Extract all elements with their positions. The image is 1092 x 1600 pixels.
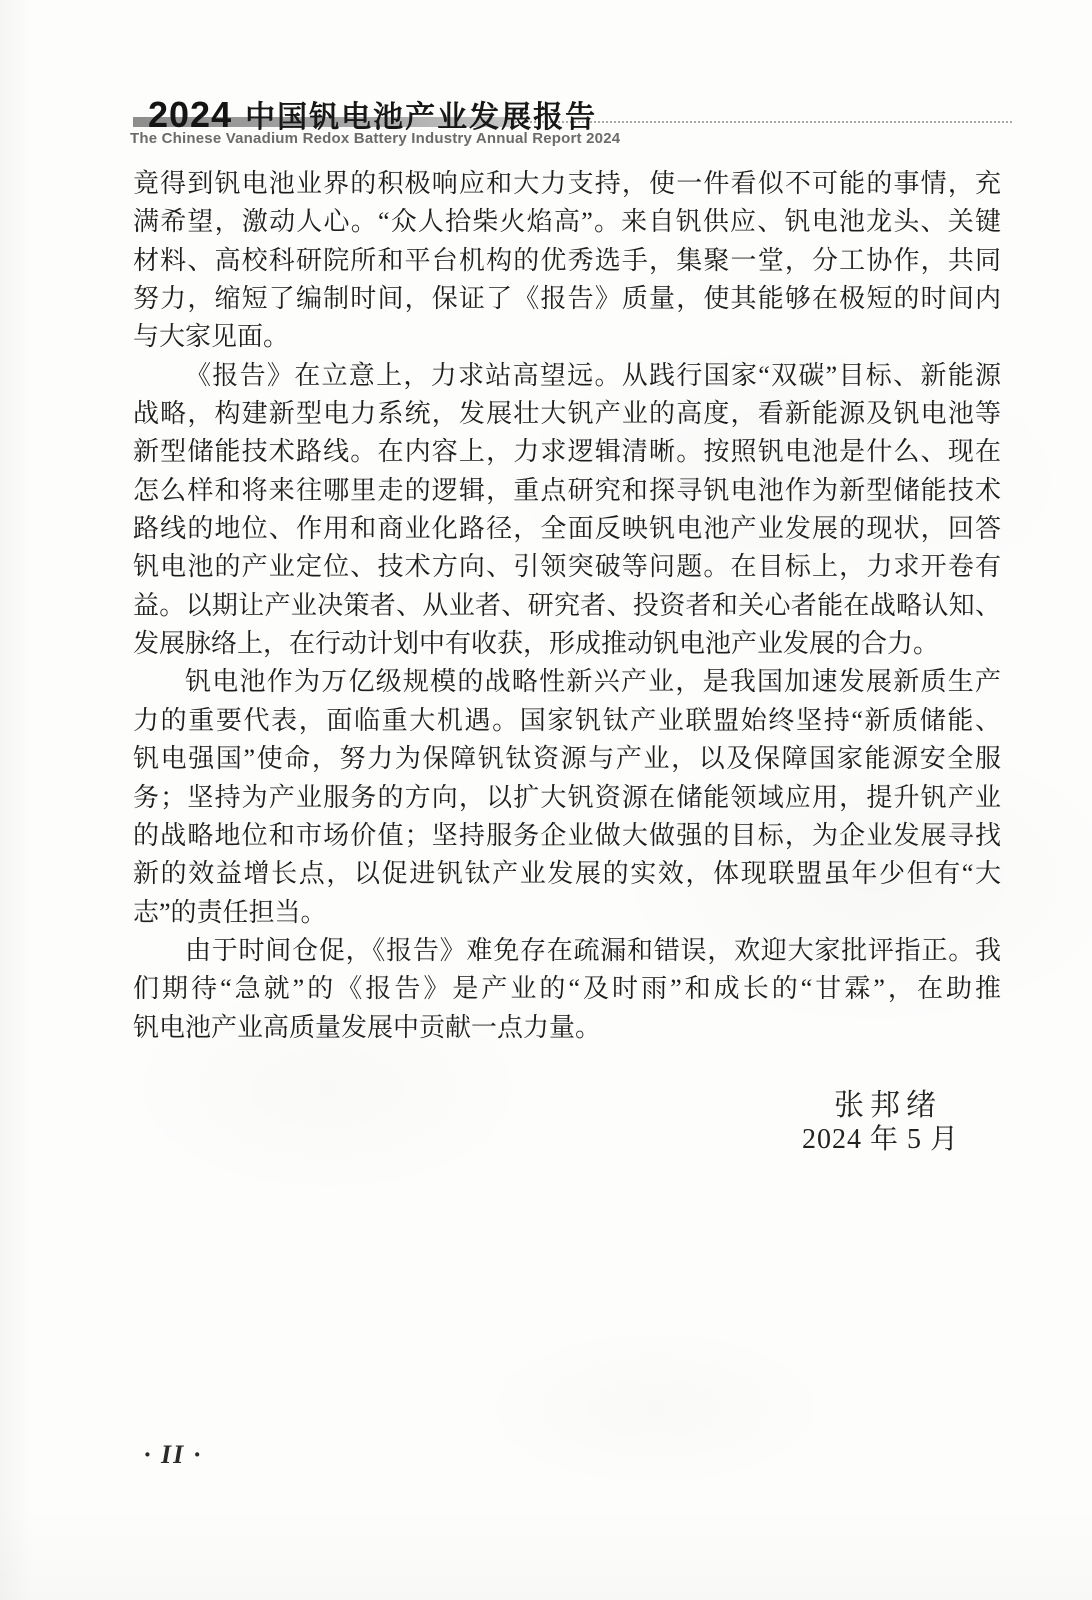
header-year: 2024 <box>148 94 233 135</box>
header-title: 中国钒电池产业发展报告 <box>245 101 598 134</box>
body-line: 材料、高校科研院所和平台机构的优秀选手，集聚一堂，分工协作，共同 <box>133 245 1001 275</box>
header-subtitle: The Chinese Vanadium Redox Battery Industry Annual Report 2024 <box>130 130 621 147</box>
body-line: 新型储能技术路线。在内容上，力求逻辑清晰。按照钒电池是什么、现在 <box>133 437 1001 467</box>
body-line: 钒电池作为万亿级规模的战略性新兴产业，是我国加速发展新质生产 <box>185 667 1001 697</box>
body-line: 钒电池的产业定位、技术方向、引领突破等问题。在目标上，力求开卷有 <box>133 552 1001 582</box>
page-header <box>148 92 597 136</box>
page-number: · II · <box>144 1440 203 1469</box>
body-line: 路线的地位、作用和商业化路径，全面反映钒电池产业发展的现状，回答 <box>133 514 1001 544</box>
body-line: 新的效益增长点，以促进钒钛产业发展的实效，体现联盟虽年少但有“大 <box>133 859 1001 889</box>
body-line: 们期待“急就”的《报告》是产业的“及时雨”和成长的“甘霖”，在助推 <box>133 974 1001 1004</box>
body-line: 由于时间仓促，《报告》难免存在疏漏和错误，欢迎大家批评指正。我 <box>185 935 1001 965</box>
body-line: 钒电池产业高质量发展中贡献一点力量。 <box>133 1012 602 1042</box>
body-line: 志”的责任担当。 <box>133 897 327 927</box>
body-line: 钒电强国”使命，努力为保障钒钛资源与产业，以及保障国家能源安全服 <box>133 744 1001 774</box>
body-line: 的战略地位和市场价值；坚持服务企业做大做强的目标，为企业发展寻找 <box>133 820 1001 850</box>
body-text <box>133 165 1001 1047</box>
body-line: 努力，缩短了编制时间，保证了《报告》质量，使其能够在极短的时间内 <box>133 284 1001 314</box>
body-line: 满希望，激动人心。“众人拾柴火焰高”。来自钒供应、钒电池龙头、关键 <box>133 207 1001 237</box>
signature-date: 2024 年 5 月 <box>801 1124 959 1155</box>
body-line: 力的重要代表，面临重大机遇。国家钒钛产业联盟始终坚持“新质储能、 <box>133 705 1001 735</box>
body-line: 怎么样和将来往哪里走的逻辑，重点研究和探寻钒电池作为新型储能技术 <box>133 475 1001 505</box>
body-line: 发展脉络上，在行动计划中有收获，形成推动钒电池产业发展的合力。 <box>133 629 940 659</box>
body-line: 竟得到钒电池业界的积极响应和大力支持，使一件看似不可能的事情，充 <box>133 169 1001 198</box>
body-line: 与大家见面。 <box>133 322 290 352</box>
body-line: 益。以期让产业决策者、从业者、研究者、投资者和关心者能在战略认知、 <box>133 590 1001 620</box>
body-line: 《报告》在立意上，力求站高望远。从践行国家“双碳”目标、新能源 <box>185 360 1001 390</box>
signature-name: 张邦绪 <box>834 1089 942 1122</box>
body-line: 务；坚持为产业服务的方向，以扩大钒资源在储能领域应用，提升钒产业 <box>133 782 1001 812</box>
body-line: 战略，构建新型电力系统，发展壮大钒产业的高度，看新能源及钒电池等 <box>133 399 1001 429</box>
